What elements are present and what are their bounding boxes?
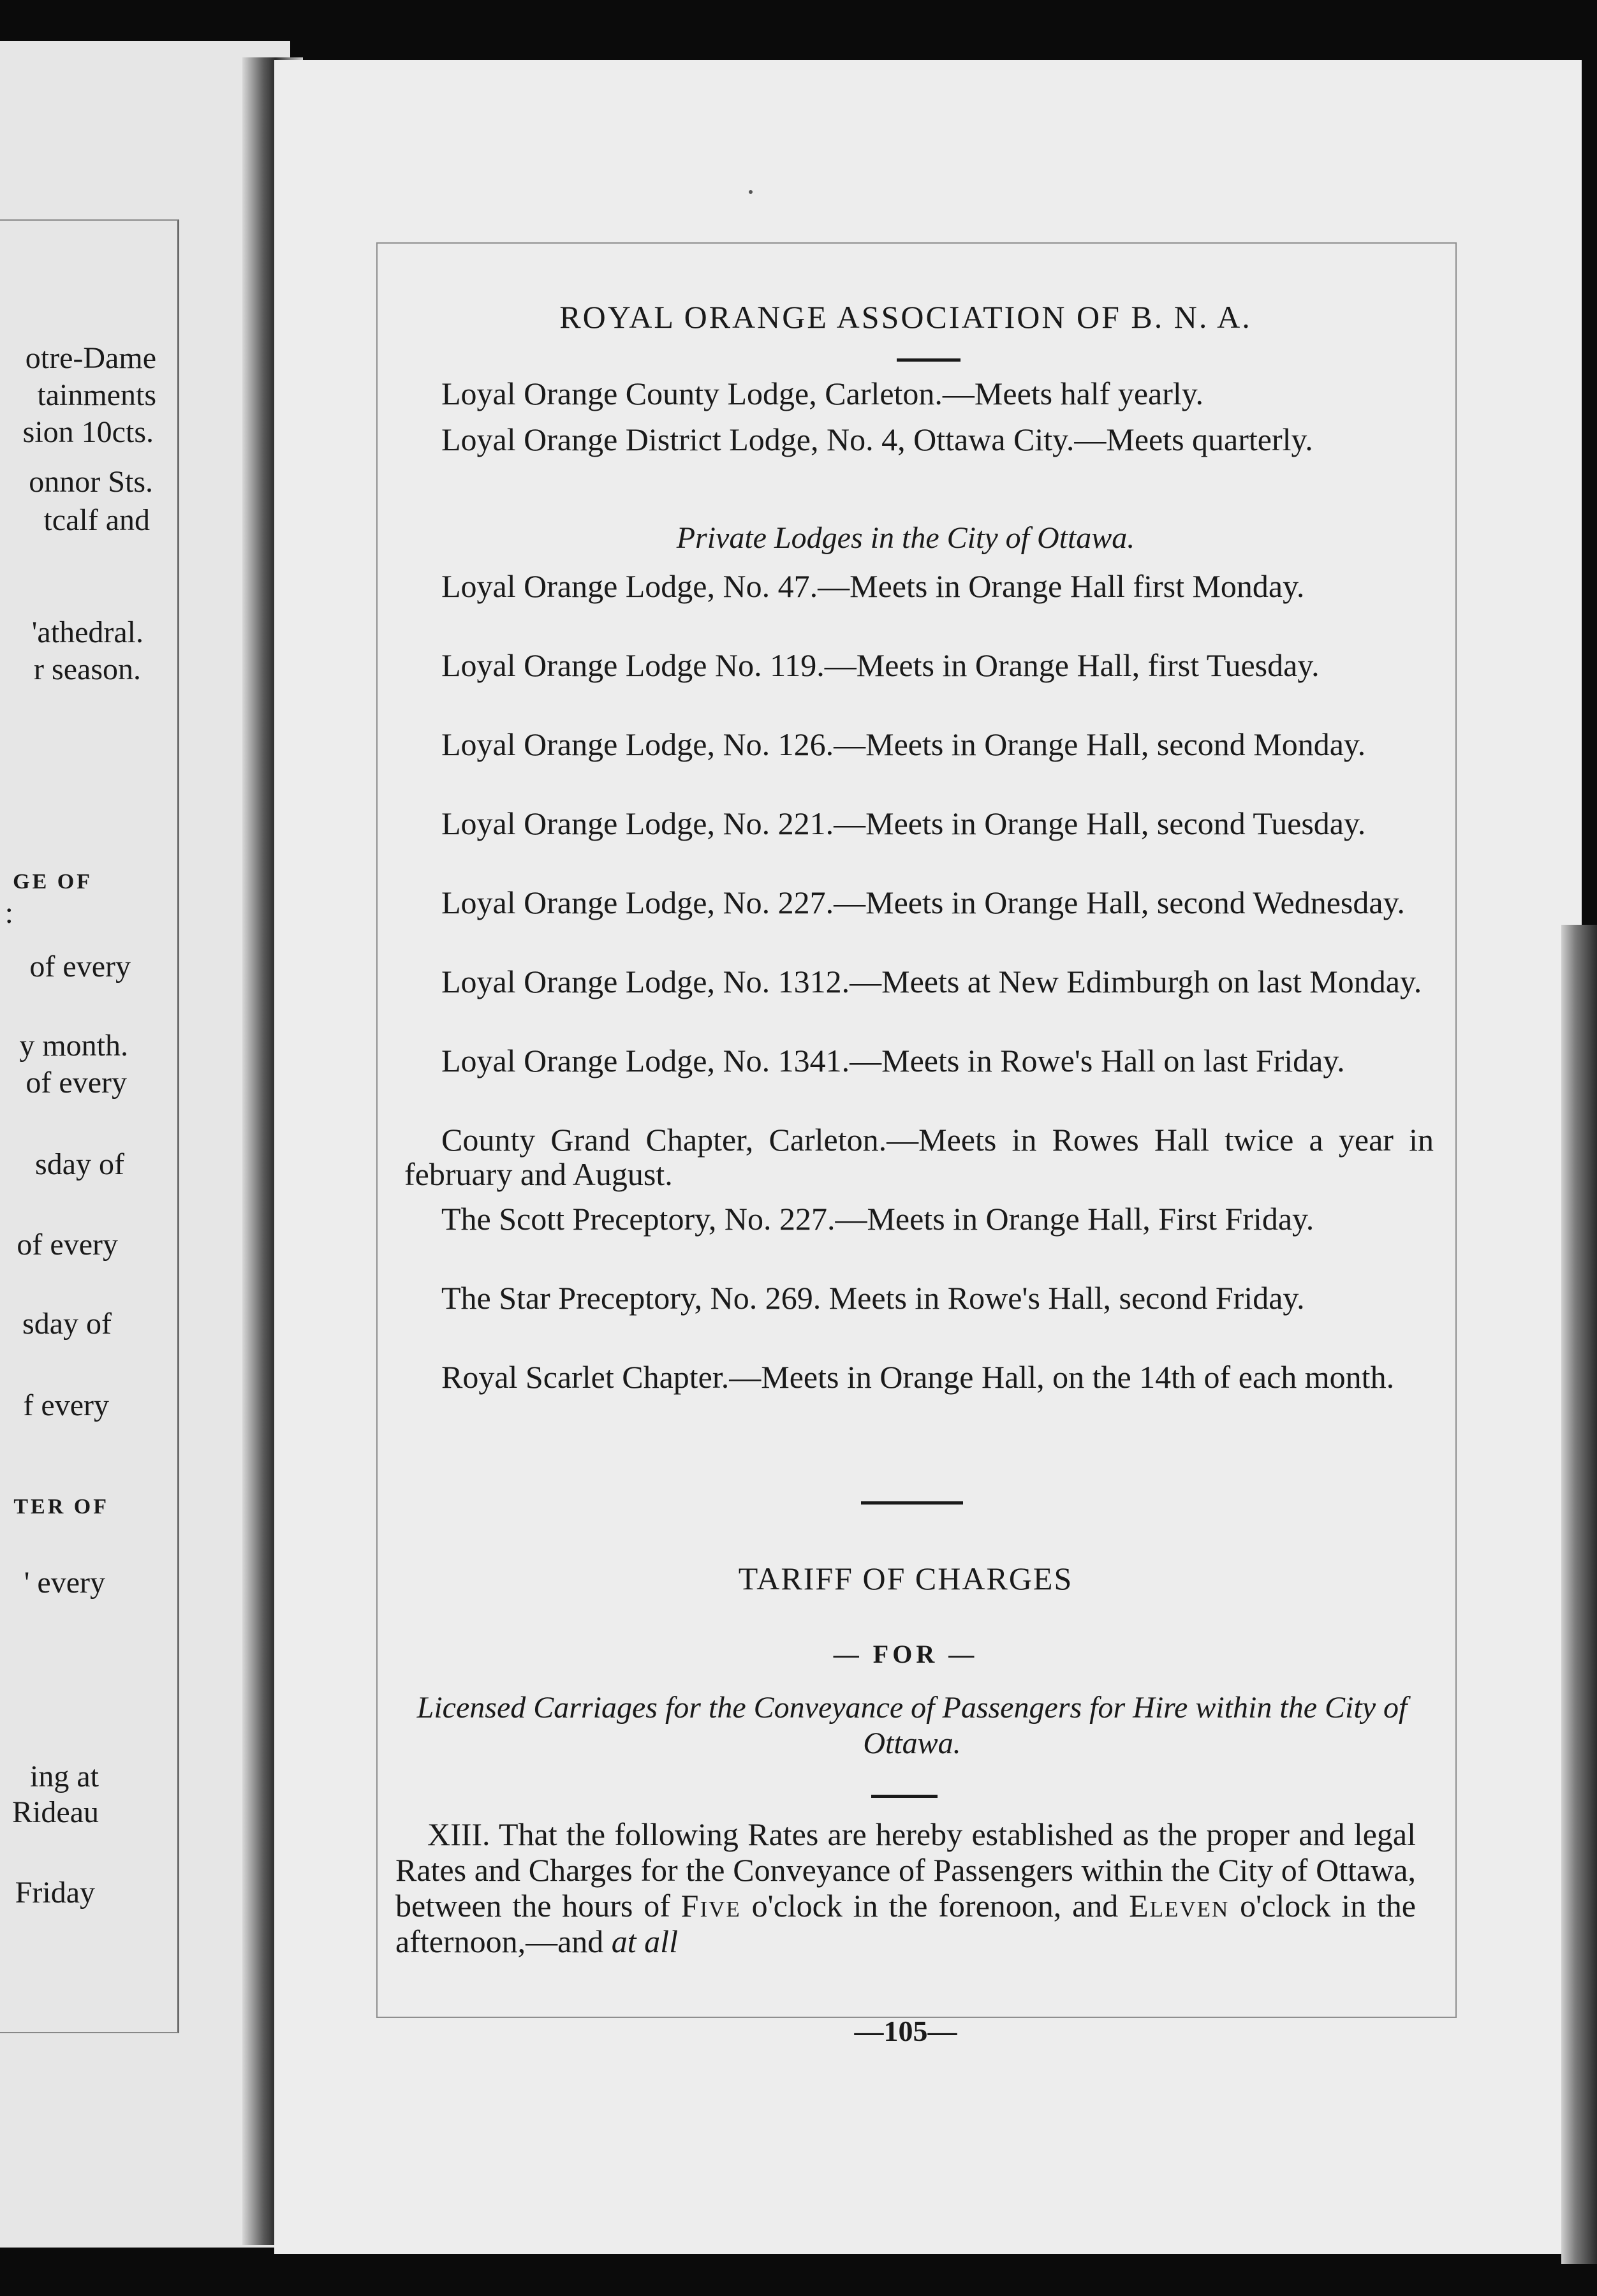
left-fragment-line: sion 10cts. bbox=[22, 415, 154, 449]
left-fragment-line: 'athedral. bbox=[31, 615, 144, 649]
entry-text: Loyal Orange Lodge, No. 1341.—Meets in Rowe's Hall on last Friday. bbox=[441, 1043, 1345, 1078]
left-fragment-line: of every bbox=[29, 950, 131, 983]
section-xiii-text: o'clock in the afternoon,—and bbox=[395, 1888, 1416, 1959]
section-xiii-text: XIII. That the following Rates are hereby established as the proper and legal Rates and Charges for the Conveyance of Passengers within the City of Ottawa, between the hours of bbox=[395, 1816, 1416, 1924]
entry-text: Loyal Orange Lodge, No. 126.—Meets in Orange Hall, second Monday. bbox=[441, 726, 1366, 762]
left-fragment-line: otre-Dame bbox=[25, 341, 156, 375]
tariff-rule bbox=[871, 1795, 938, 1798]
left-fragment-line: tcalf and bbox=[43, 503, 150, 537]
tariff-for-label: — FOR — bbox=[833, 1640, 978, 1668]
left-fragment-line: sday of bbox=[35, 1147, 124, 1181]
lodge-entry bbox=[404, 727, 1434, 762]
page-number: —105— bbox=[854, 2015, 957, 2047]
left-fragment-line: tainments bbox=[37, 378, 156, 412]
lodge-entry bbox=[404, 1043, 1434, 1078]
county-lodge-entry bbox=[404, 376, 1434, 411]
entry-text: Loyal Orange Lodge, No. 1312.—Meets at New Edimburgh on last Monday. bbox=[441, 964, 1422, 999]
section-xiii-eleven: Eleven bbox=[1129, 1888, 1230, 1924]
left-fragment-line: of every bbox=[26, 1066, 127, 1100]
tariff-subtitle: Licensed Carriages for the Conveyance of Passengers for Hire within the City of Ottawa. bbox=[416, 1691, 1408, 1760]
section-xiii-italic: at all bbox=[611, 1924, 678, 1959]
lodge-entry bbox=[404, 1281, 1434, 1315]
tariff-title: TARIFF OF CHARGES bbox=[738, 1561, 1073, 1596]
lodge-entry bbox=[404, 1202, 1434, 1236]
entry-text: Loyal Orange Lodge No. 119.—Meets in Orange Hall, first Tuesday. bbox=[441, 647, 1320, 683]
left-fragment-line: sday of bbox=[22, 1307, 112, 1341]
section-xiii-five: Five bbox=[681, 1888, 741, 1924]
entry-text: The Scott Preceptory, No. 227.—Meets in Orange Hall, First Friday. bbox=[441, 1201, 1314, 1237]
left-fragment-line: f every bbox=[23, 1388, 109, 1422]
lodge-entry bbox=[404, 1360, 1434, 1394]
left-fragment-line: Friday bbox=[15, 1876, 95, 1910]
title-rule bbox=[897, 358, 960, 362]
left-fragment-line: y month. bbox=[19, 1029, 128, 1063]
left-fragment-line: ing at bbox=[30, 1760, 99, 1793]
section-divider-rule bbox=[861, 1501, 963, 1505]
lodge-entry bbox=[404, 964, 1434, 999]
left-fragment-line: GE OF bbox=[13, 870, 92, 894]
entry-text: County Grand Chapter, Carleton.—Meets in Rowes Hall twice a year in february and August. bbox=[404, 1122, 1434, 1192]
entry-text: Loyal Orange County Lodge, Carleton.—Meets half yearly. bbox=[441, 376, 1204, 411]
left-fragment-line: of every bbox=[17, 1228, 118, 1262]
section-xiii-paragraph bbox=[395, 1816, 1416, 1959]
left-fragment-line: Rideau bbox=[12, 1795, 99, 1829]
left-fragment-line: r season. bbox=[34, 652, 141, 686]
page-edge-shadow bbox=[1561, 925, 1597, 2264]
section-title: ROYAL ORANGE ASSOCIATION OF B. N. A. bbox=[559, 299, 1252, 335]
left-fragment-line: onnor Sts. bbox=[29, 465, 153, 499]
entry-text: Loyal Orange Lodge, No. 221.—Meets in Orange Hall, second Tuesday. bbox=[441, 806, 1366, 841]
lodge-entry bbox=[404, 885, 1434, 920]
left-fragment-line: : bbox=[4, 896, 13, 930]
entry-text: The Star Preceptory, No. 269. Meets in Rowe's Hall, second Friday. bbox=[441, 1280, 1305, 1316]
left-fragment-line: TER OF bbox=[13, 1495, 109, 1519]
district-lodge-entry bbox=[404, 422, 1434, 457]
entry-text: Loyal Orange Lodge, No. 47.—Meets in Orange Hall first Monday. bbox=[441, 568, 1305, 604]
private-lodges-heading: Private Lodges in the City of Ottawa. bbox=[676, 521, 1135, 555]
entry-text: Royal Scarlet Chapter.—Meets in Orange Hall, on the 14th of each month. bbox=[441, 1359, 1395, 1395]
entry-text: Loyal Orange Lodge, No. 227.—Meets in Orange Hall, second Wednesday. bbox=[441, 885, 1405, 920]
speck bbox=[749, 190, 753, 194]
section-xiii-text: o'clock in the forenoon, and bbox=[740, 1888, 1130, 1924]
left-fragment-line: ' every bbox=[24, 1566, 105, 1600]
lodge-entry bbox=[404, 806, 1434, 841]
entry-text: Loyal Orange District Lodge, No. 4, Ottawa City.—Meets quarterly. bbox=[441, 422, 1313, 457]
lodge-entry bbox=[404, 1122, 1434, 1191]
lodge-entry bbox=[404, 569, 1434, 603]
lodge-entry bbox=[404, 648, 1434, 682]
